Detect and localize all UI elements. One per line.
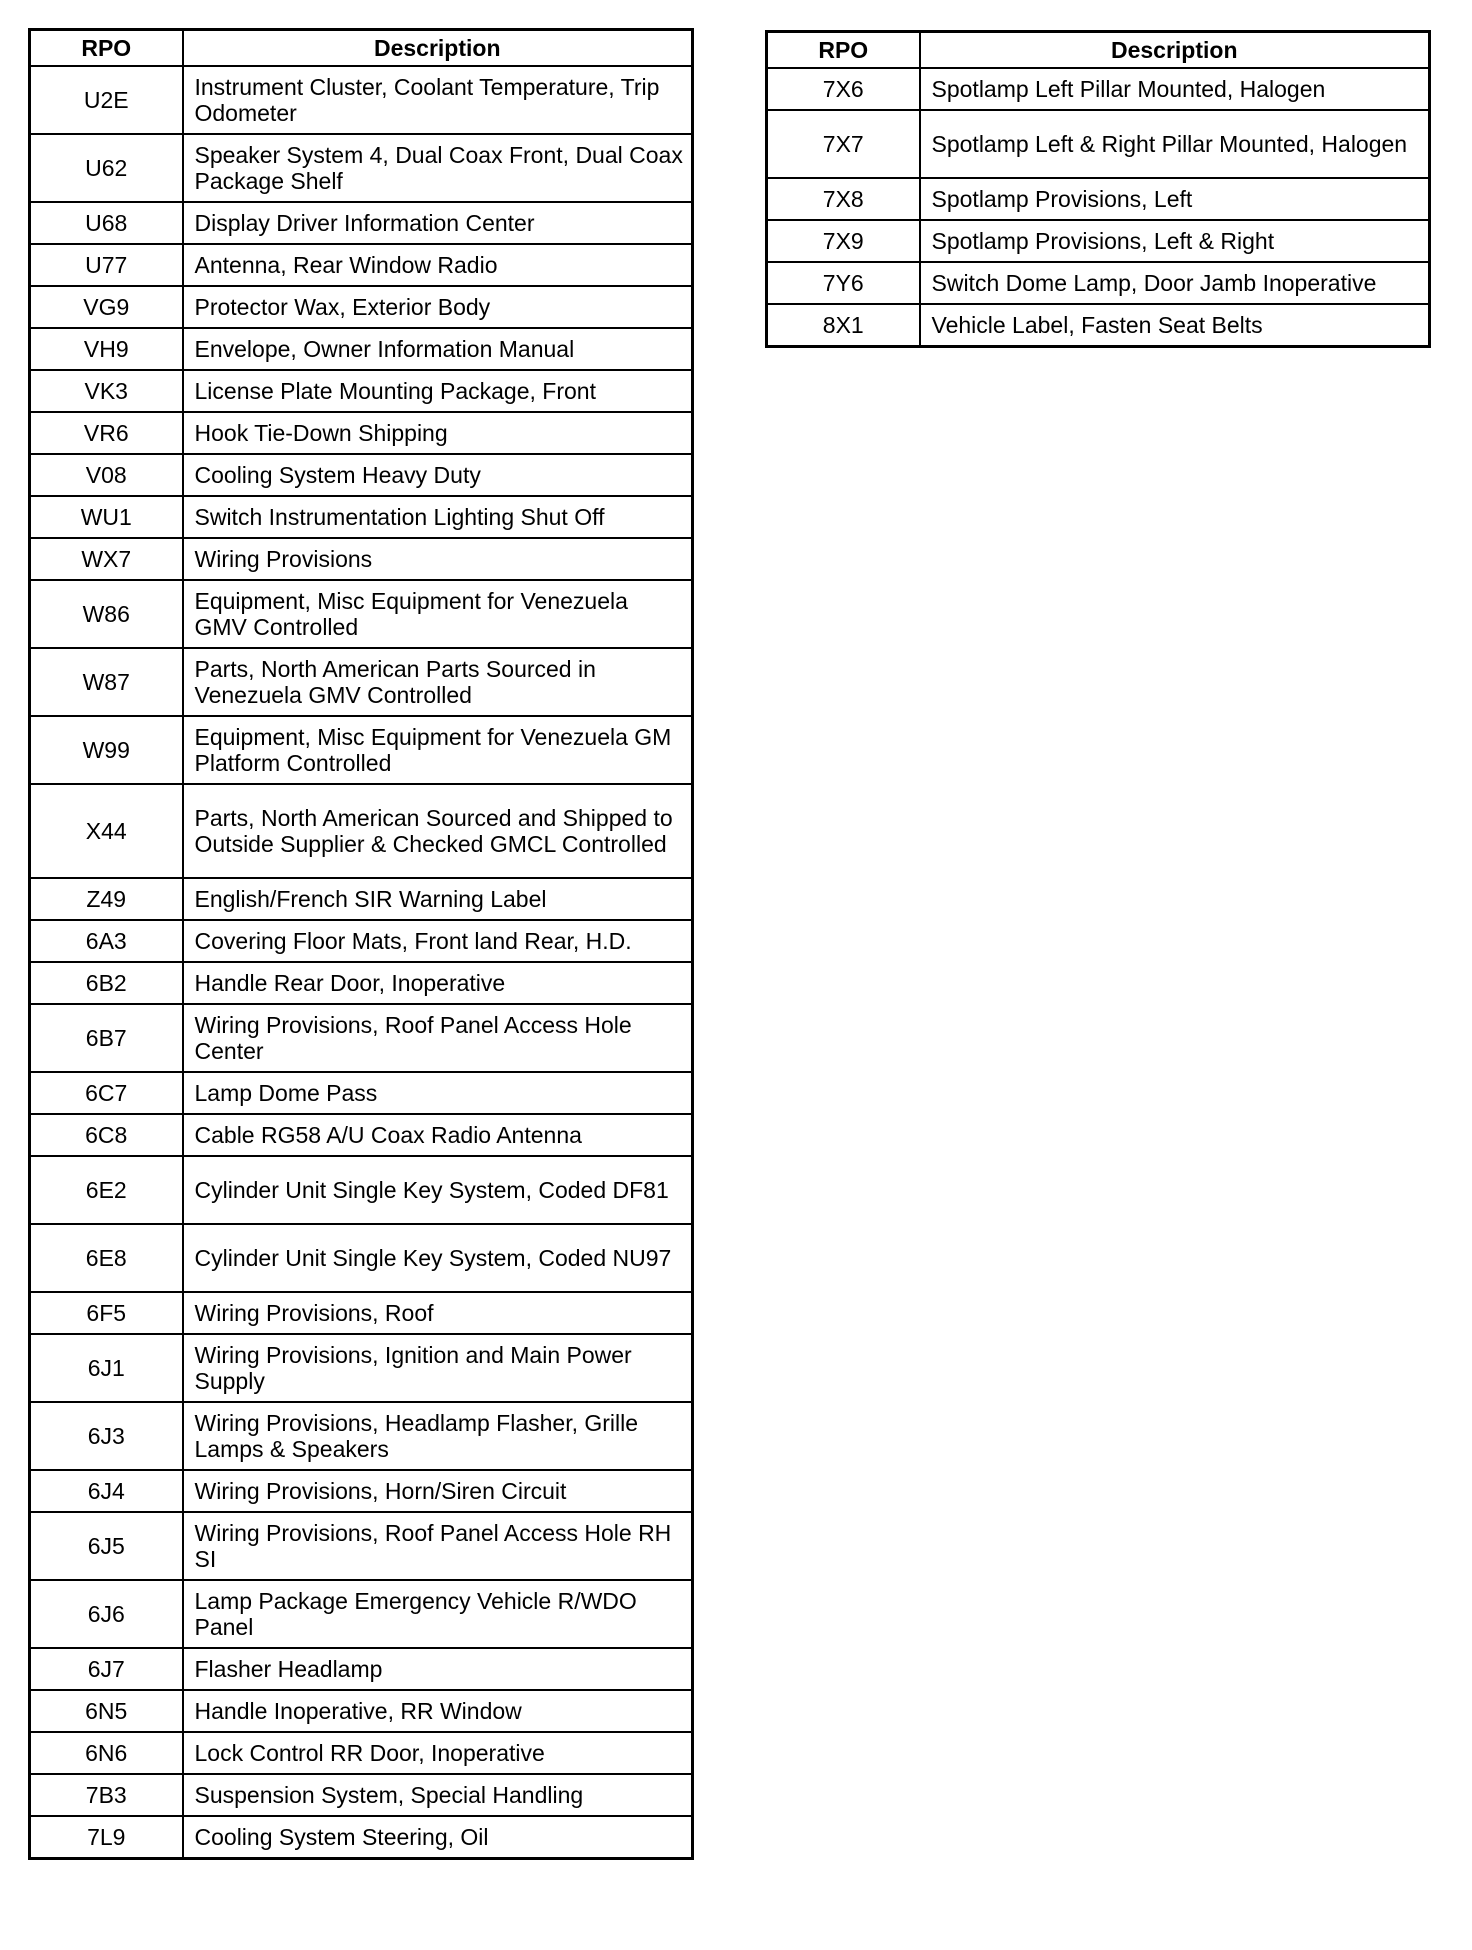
rpo-code: WX7 bbox=[30, 538, 183, 580]
rpo-code: 7Y6 bbox=[767, 262, 920, 304]
rpo-code: 7X6 bbox=[767, 68, 920, 110]
table-row bbox=[30, 1690, 693, 1732]
rpo-code: X44 bbox=[30, 784, 183, 878]
rpo-code: VR6 bbox=[30, 412, 183, 454]
column-header-rpo: RPO bbox=[767, 32, 920, 69]
rpo-description: Switch Instrumentation Lighting Shut Off bbox=[183, 496, 693, 538]
table-row bbox=[30, 962, 693, 1004]
rpo-code: 6N5 bbox=[30, 1690, 183, 1732]
table-row bbox=[767, 178, 1430, 220]
rpo-description: Wiring Provisions, Roof Panel Access Hole Center bbox=[183, 1004, 693, 1072]
table-row bbox=[30, 1774, 693, 1816]
rpo-code: 6E8 bbox=[30, 1224, 183, 1292]
table-row bbox=[30, 648, 693, 716]
rpo-description: Antenna, Rear Window Radio bbox=[183, 244, 693, 286]
table-row bbox=[30, 286, 693, 328]
rpo-description: Lock Control RR Door, Inoperative bbox=[183, 1732, 693, 1774]
table-row bbox=[30, 202, 693, 244]
rpo-code: VH9 bbox=[30, 328, 183, 370]
table-row bbox=[30, 496, 693, 538]
rpo-code: 8X1 bbox=[767, 304, 920, 347]
rpo-description: Wiring Provisions, Headlamp Flasher, Grille Lamps & Speakers bbox=[183, 1402, 693, 1470]
rpo-code: 7X9 bbox=[767, 220, 920, 262]
rpo-code: WU1 bbox=[30, 496, 183, 538]
table-row bbox=[30, 580, 693, 648]
rpo-table-left bbox=[28, 28, 694, 1860]
table-row bbox=[30, 1292, 693, 1334]
rpo-description: Hook Tie-Down Shipping bbox=[183, 412, 693, 454]
rpo-description: English/French SIR Warning Label bbox=[183, 878, 693, 920]
rpo-description: Handle Rear Door, Inoperative bbox=[183, 962, 693, 1004]
table-row bbox=[30, 1224, 693, 1292]
rpo-code: U68 bbox=[30, 202, 183, 244]
rpo-description: Instrument Cluster, Coolant Temperature, Trip Odometer bbox=[183, 66, 693, 134]
table-row bbox=[30, 1648, 693, 1690]
table-row bbox=[767, 262, 1430, 304]
rpo-code: V08 bbox=[30, 454, 183, 496]
table-row bbox=[30, 66, 693, 134]
rpo-description: Equipment, Misc Equipment for Venezuela GM Platform Controlled bbox=[183, 716, 693, 784]
table-row bbox=[30, 784, 693, 878]
rpo-code: 6J3 bbox=[30, 1402, 183, 1470]
table-row bbox=[30, 1580, 693, 1648]
column-header-rpo: RPO bbox=[30, 30, 183, 67]
rpo-description: License Plate Mounting Package, Front bbox=[183, 370, 693, 412]
table-row bbox=[767, 220, 1430, 262]
table-row bbox=[30, 1470, 693, 1512]
rpo-code: Z49 bbox=[30, 878, 183, 920]
rpo-description: Cable RG58 A/U Coax Radio Antenna bbox=[183, 1114, 693, 1156]
rpo-description: Display Driver Information Center bbox=[183, 202, 693, 244]
table-row bbox=[30, 1732, 693, 1774]
rpo-code: 7L9 bbox=[30, 1816, 183, 1859]
rpo-description: Wiring Provisions, Roof Panel Access Hole RH SI bbox=[183, 1512, 693, 1580]
rpo-description: Envelope, Owner Information Manual bbox=[183, 328, 693, 370]
table-row bbox=[767, 304, 1430, 347]
table-row bbox=[30, 134, 693, 202]
rpo-description: Handle Inoperative, RR Window bbox=[183, 1690, 693, 1732]
rpo-description: Cooling System Steering, Oil bbox=[183, 1816, 693, 1859]
rpo-description: Spotlamp Left Pillar Mounted, Halogen bbox=[920, 68, 1430, 110]
table-row bbox=[30, 454, 693, 496]
rpo-description: Parts, North American Sourced and Shipped to Outside Supplier & Checked GMCL Controlled bbox=[183, 784, 693, 878]
rpo-description: Wiring Provisions, Horn/Siren Circuit bbox=[183, 1470, 693, 1512]
rpo-description: Wiring Provisions, Ignition and Main Power Supply bbox=[183, 1334, 693, 1402]
rpo-description: Wiring Provisions, Roof bbox=[183, 1292, 693, 1334]
rpo-code: W87 bbox=[30, 648, 183, 716]
rpo-code: 6F5 bbox=[30, 1292, 183, 1334]
rpo-code: 6B7 bbox=[30, 1004, 183, 1072]
table-header-row bbox=[767, 32, 1430, 69]
table-row bbox=[30, 328, 693, 370]
rpo-code: 6J4 bbox=[30, 1470, 183, 1512]
table-row bbox=[767, 110, 1430, 178]
rpo-description: Cylinder Unit Single Key System, Coded DF81 bbox=[183, 1156, 693, 1224]
rpo-description: Speaker System 4, Dual Coax Front, Dual Coax Package Shelf bbox=[183, 134, 693, 202]
rpo-description: Covering Floor Mats, Front land Rear, H.D. bbox=[183, 920, 693, 962]
table-row bbox=[30, 1402, 693, 1470]
table-row bbox=[30, 1004, 693, 1072]
table-row bbox=[30, 1156, 693, 1224]
rpo-code: 6J5 bbox=[30, 1512, 183, 1580]
rpo-description: Cylinder Unit Single Key System, Coded NU97 bbox=[183, 1224, 693, 1292]
rpo-table-right bbox=[765, 30, 1431, 348]
rpo-code: VK3 bbox=[30, 370, 183, 412]
table-row bbox=[30, 538, 693, 580]
rpo-code: 7X7 bbox=[767, 110, 920, 178]
rpo-description: Spotlamp Provisions, Left & Right bbox=[920, 220, 1430, 262]
rpo-code: 6N6 bbox=[30, 1732, 183, 1774]
rpo-code: W99 bbox=[30, 716, 183, 784]
rpo-code: 7X8 bbox=[767, 178, 920, 220]
rpo-code: U77 bbox=[30, 244, 183, 286]
column-header-description: Description bbox=[183, 30, 693, 67]
table-header-row bbox=[30, 30, 693, 67]
rpo-description: Spotlamp Left & Right Pillar Mounted, Halogen bbox=[920, 110, 1430, 178]
table-row bbox=[30, 716, 693, 784]
rpo-code: 6E2 bbox=[30, 1156, 183, 1224]
rpo-description: Switch Dome Lamp, Door Jamb Inoperative bbox=[920, 262, 1430, 304]
rpo-description: Lamp Package Emergency Vehicle R/WDO Panel bbox=[183, 1580, 693, 1648]
rpo-code: 6C7 bbox=[30, 1072, 183, 1114]
rpo-code: 6A3 bbox=[30, 920, 183, 962]
rpo-code: 6J1 bbox=[30, 1334, 183, 1402]
rpo-description: Equipment, Misc Equipment for Venezuela GMV Controlled bbox=[183, 580, 693, 648]
rpo-description: Spotlamp Provisions, Left bbox=[920, 178, 1430, 220]
table-row bbox=[30, 1334, 693, 1402]
rpo-code: 6J7 bbox=[30, 1648, 183, 1690]
column-header-description: Description bbox=[920, 32, 1430, 69]
rpo-description: Protector Wax, Exterior Body bbox=[183, 286, 693, 328]
rpo-description: Wiring Provisions bbox=[183, 538, 693, 580]
rpo-description: Flasher Headlamp bbox=[183, 1648, 693, 1690]
table-row bbox=[30, 1072, 693, 1114]
table-row bbox=[30, 878, 693, 920]
table-row bbox=[30, 412, 693, 454]
rpo-code: 6C8 bbox=[30, 1114, 183, 1156]
rpo-description: Parts, North American Parts Sourced in Venezuela GMV Controlled bbox=[183, 648, 693, 716]
rpo-code: 7B3 bbox=[30, 1774, 183, 1816]
rpo-description: Suspension System, Special Handling bbox=[183, 1774, 693, 1816]
table-row bbox=[30, 920, 693, 962]
rpo-description: Cooling System Heavy Duty bbox=[183, 454, 693, 496]
rpo-code: 6B2 bbox=[30, 962, 183, 1004]
rpo-code: 6J6 bbox=[30, 1580, 183, 1648]
rpo-code: VG9 bbox=[30, 286, 183, 328]
rpo-description: Vehicle Label, Fasten Seat Belts bbox=[920, 304, 1430, 347]
table-row bbox=[30, 370, 693, 412]
table-row bbox=[30, 1816, 693, 1859]
table-row bbox=[30, 244, 693, 286]
rpo-code: U2E bbox=[30, 66, 183, 134]
table-row bbox=[767, 68, 1430, 110]
table-row bbox=[30, 1512, 693, 1580]
table-row bbox=[30, 1114, 693, 1156]
rpo-description: Lamp Dome Pass bbox=[183, 1072, 693, 1114]
rpo-code: W86 bbox=[30, 580, 183, 648]
rpo-code: U62 bbox=[30, 134, 183, 202]
